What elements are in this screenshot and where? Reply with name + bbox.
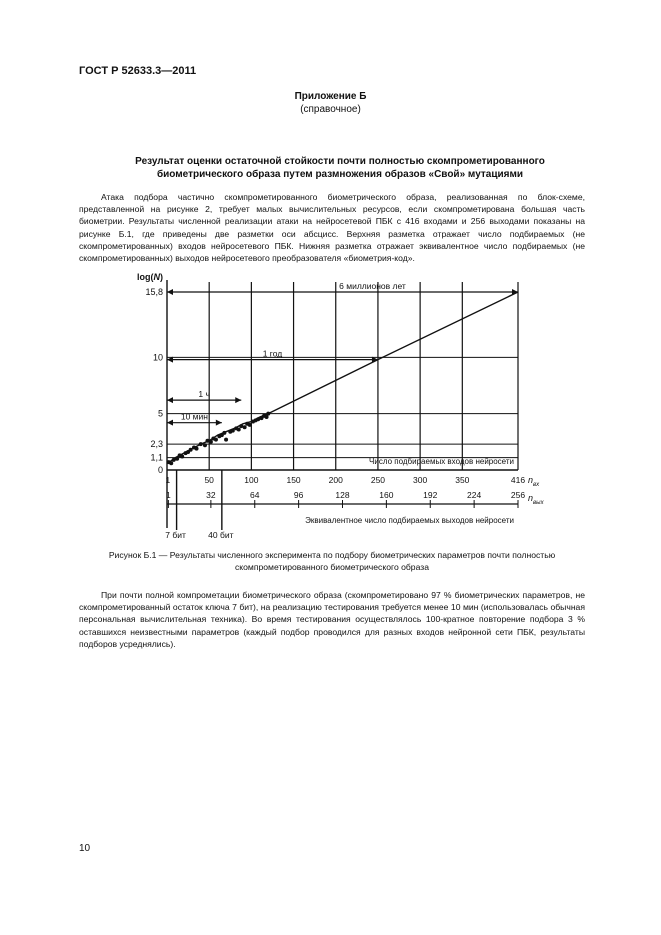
figure-caption-line2: скомпрометированного биометрического образа — [235, 562, 429, 572]
x-top-tick-label: 100 — [244, 475, 259, 485]
paragraph-1 — [79, 191, 585, 264]
data-point — [180, 454, 184, 458]
y-axis-label: log(N) — [137, 272, 163, 282]
y-axis-label-var: N — [153, 272, 160, 282]
y-axis-label-close: ) — [160, 272, 163, 282]
x-top-tick-label: 50 — [204, 475, 214, 485]
time-mark-label: 1 ч — [198, 389, 210, 400]
x-bottom-tick-label: 64 — [250, 490, 260, 500]
y-tick-label: 1,1 — [150, 452, 163, 463]
data-point — [243, 425, 247, 429]
page-number: 10 — [79, 843, 91, 854]
x-bottom-tick-label: 224 — [467, 490, 482, 500]
figure-caption — [79, 549, 585, 573]
data-point — [222, 431, 226, 435]
document-header: ГОСТ Р 52633.3—2011 — [79, 65, 197, 77]
x-top-tick-label: 350 — [455, 475, 470, 485]
data-point — [231, 429, 235, 433]
x-top-tick-label: 416 — [510, 475, 526, 485]
x-top-tick-label: 1 — [165, 475, 171, 485]
x-top-tick-label: 200 — [328, 475, 343, 485]
data-point — [237, 427, 241, 431]
paragraph-1-text: Атака подбора частично скомпрометированного биометрического образа, реализованная по блок-схеме, представленной на рисунке 2, требует малых вычислительных ресурсов, если скомпрометирована большая часть биометрии. Результаты численной реализации атаки на нейросетевой ПБК с 416 входами и 256 выходами показаны на рисунке Б.1, где приведены две разметки оси абсцисс. Верхняя разметка отражает число подбираемых (не скомпрометированных) входов нейросетевого ПБК. Нижняя разметка отражает эквивалентное число подбираемых (не скомпрометированных) выходов нейросетевого преобразователя «биометрия-код». — [79, 192, 585, 264]
data-point — [224, 438, 228, 442]
x-bottom-tick-label: 32 — [206, 490, 216, 500]
time-mark-arrow-left — [167, 420, 173, 426]
x-bottom-tick-label: 160 — [379, 490, 394, 500]
y-tick-label: 5 — [157, 408, 163, 419]
time-mark-arrow-left — [167, 397, 173, 403]
x-bottom-tick-label: 256 — [510, 490, 526, 500]
data-point — [169, 461, 173, 465]
y-tick-label: 0 — [157, 465, 163, 475]
data-point — [189, 448, 193, 452]
x-bottom-tick-label: 192 — [423, 490, 438, 500]
x-top-axis-name: $n_{вх}$ — [528, 475, 540, 488]
section-title-line2: биометрического образа путем размножения образов «Свой» мутациями — [156, 169, 524, 180]
x-bottom-axis-caption: Эквивалентное число подбираемых выходов нейросети — [305, 516, 514, 525]
x-top-tick-label: 300 — [413, 475, 428, 485]
time-mark-arrow-right — [216, 420, 222, 426]
time-mark-label: 1 год — [262, 348, 283, 359]
x-top-tick-label: 250 — [370, 475, 386, 485]
appendix-subtitle: (справочное) — [300, 104, 361, 115]
data-point — [203, 443, 207, 447]
x-bottom-tick-label: 1 — [166, 490, 171, 500]
bit-marker-label: 40 бит — [208, 530, 234, 540]
x-bottom-tick-label: 96 — [293, 490, 304, 500]
paragraph-2-text: При почти полной компрометации биометрического образа (скомпрометировано 97 % биометрических параметров, не скомпрометированный остаток ключа 7 бит), на реализацию тестирования требуется менее 10 мин (использовалась обычная персональная вычислительная техника). Во время тестирования осуществлялось 100-кратное повторение подбора 3 % оставшихся неизвестными параметров (каждый подбор проводился для разных входов нейронной сети ПБК, результаты подборов усреднялись). — [79, 590, 585, 649]
paragraph-2 — [79, 589, 585, 650]
data-point — [199, 442, 203, 446]
time-mark-label: 10 мин — [180, 411, 208, 422]
data-point — [266, 412, 270, 416]
section-title-line1: Результат оценки остаточной стойкости почти полностью скомпрометированного — [135, 156, 545, 167]
x-bottom-axis-name: $n_{вых}$ — [528, 493, 544, 506]
data-point — [248, 423, 252, 427]
x-bottom-axis-subscript: вых — [533, 500, 544, 506]
data-point — [214, 438, 218, 442]
data-point — [175, 457, 179, 461]
x-top-axis-subscript: вх — [533, 482, 540, 488]
bit-marker-label: 7 бит — [165, 530, 186, 540]
data-point — [195, 447, 199, 451]
y-tick-label: 10 — [152, 352, 163, 363]
x-top-tick-label: 150 — [286, 475, 301, 485]
time-mark-arrow-left — [167, 289, 173, 295]
data-point — [209, 440, 213, 444]
section-title — [90, 155, 590, 181]
time-mark-label: 6 миллионов лет — [339, 281, 406, 291]
x-bottom-tick-label: 128 — [335, 490, 350, 500]
x-top-axis-caption: Число подбираемых входов нейросети — [369, 457, 514, 466]
y-tick-label: 15,8 — [145, 287, 163, 297]
data-point — [265, 415, 269, 419]
y-tick-label: 2,3 — [150, 439, 163, 450]
figure-caption-line1: Рисунок Б.1 — Результаты численного эксперимента по подбору биометрических параметров почти полностью — [108, 550, 556, 560]
figure-chart — [130, 272, 550, 544]
time-mark-arrow-right — [235, 397, 241, 403]
appendix-title: Приложение Б — [294, 91, 367, 102]
